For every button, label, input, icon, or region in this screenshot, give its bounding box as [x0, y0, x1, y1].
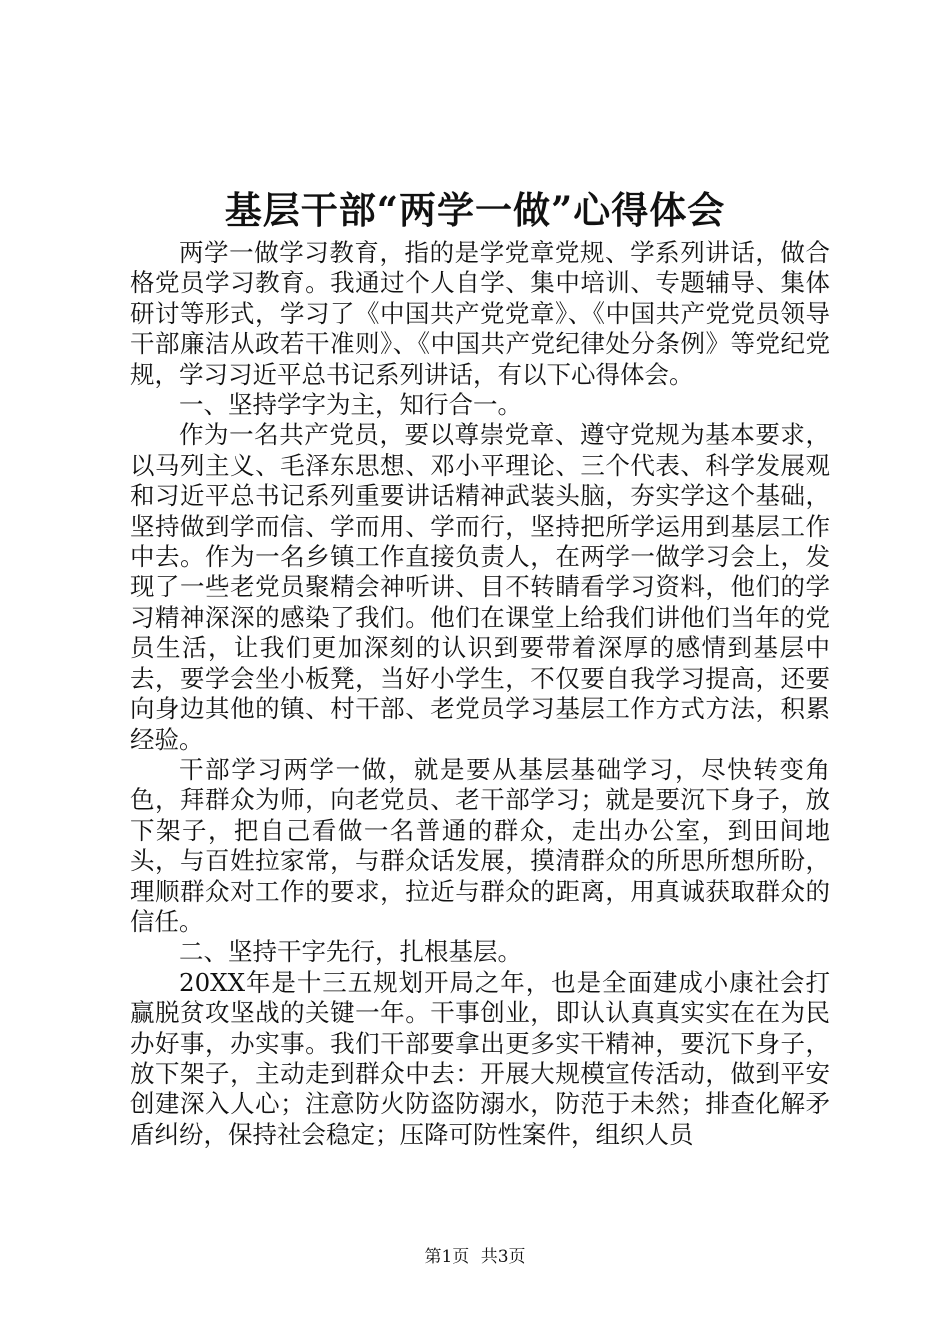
section-heading-2: 二、坚持干字先行，扎根基层。: [179, 937, 522, 967]
paragraph-intro: 两学一做学习教育，指的是学党章党规、学系列讲话，做合格党员学习教育。我通过个人自学、集中培训、专题辅导、集体研讨等形式，学习了《中国共产党党章》、《中国共产党党员领导干部廉洁从政若干准则》、《中国共产党纪律处分条例》等党纪党规，学习习近平总书记系列讲话，有以下心得体会。: [130, 238, 830, 389]
document-title: 基层干部“两学一做”心得体会: [224, 188, 726, 232]
page-number: 第1页: [424, 1247, 470, 1267]
document-body: [130, 238, 830, 1150]
page-total: 共3页: [480, 1247, 526, 1267]
page-footer: [0, 1245, 950, 1269]
paragraph-section-1-b: 干部学习两学一做，就是要从基层基础学习，尽快转变角色，拜群众为师，向老党员、老干部学习；就是要沉下身子，放下架子，把自己看做一名普通的群众，走出办公室，到田间地头，与百姓拉家常，与群众话发展，摸清群众的所思所想所盼，理顺群众对工作的要求，拉近与群众的距离，用真诚获取群众的信任。: [130, 754, 830, 936]
paragraph-section-2-a: 20XX年是十三五规划开局之年，也是全面建成小康社会打赢脱贫攻坚战的关键一年。干事创业，即认认真真实实在在为民办好事，办实事。我们干部要拿出更多实干精神，要沉下身子，放下架子，主动走到群众中去：开展大规模宣传活动，做到平安创建深入人心；注意防火防盗防溺水，防范于未然；排查化解矛盾纠纷，保持社会稳定；压降可防性案件，组织人员: [130, 967, 830, 1149]
section-heading-1: 一、坚持学字为主，知行合一。: [179, 390, 522, 420]
paragraph-section-1-a: 作为一名共产党员，要以尊崇党章、遵守党规为基本要求，以马列主义、毛泽东思想、邓小平理论、三个代表、科学发展观和习近平总书记系列重要讲话精神武装头脑，夯实学这个基础，坚持做到学而信、学而用、学而行，坚持把所学运用到基层工作中去。作为一名乡镇工作直接负责人，在两学一做学习会上，发现了一些老党员聚精会神听讲、目不转睛看学习资料，他们的学习精神深深的感染了我们。他们在课堂上给我们讲他们当年的党员生活，让我们更加深刻的认识到要带着深厚的感情到基层中去，要学会坐小板凳，当好小学生，不仅要自我学习提高，还要向身边其他的镇、村干部、老党员学习基层工作方式方法，积累经验。: [130, 420, 830, 754]
